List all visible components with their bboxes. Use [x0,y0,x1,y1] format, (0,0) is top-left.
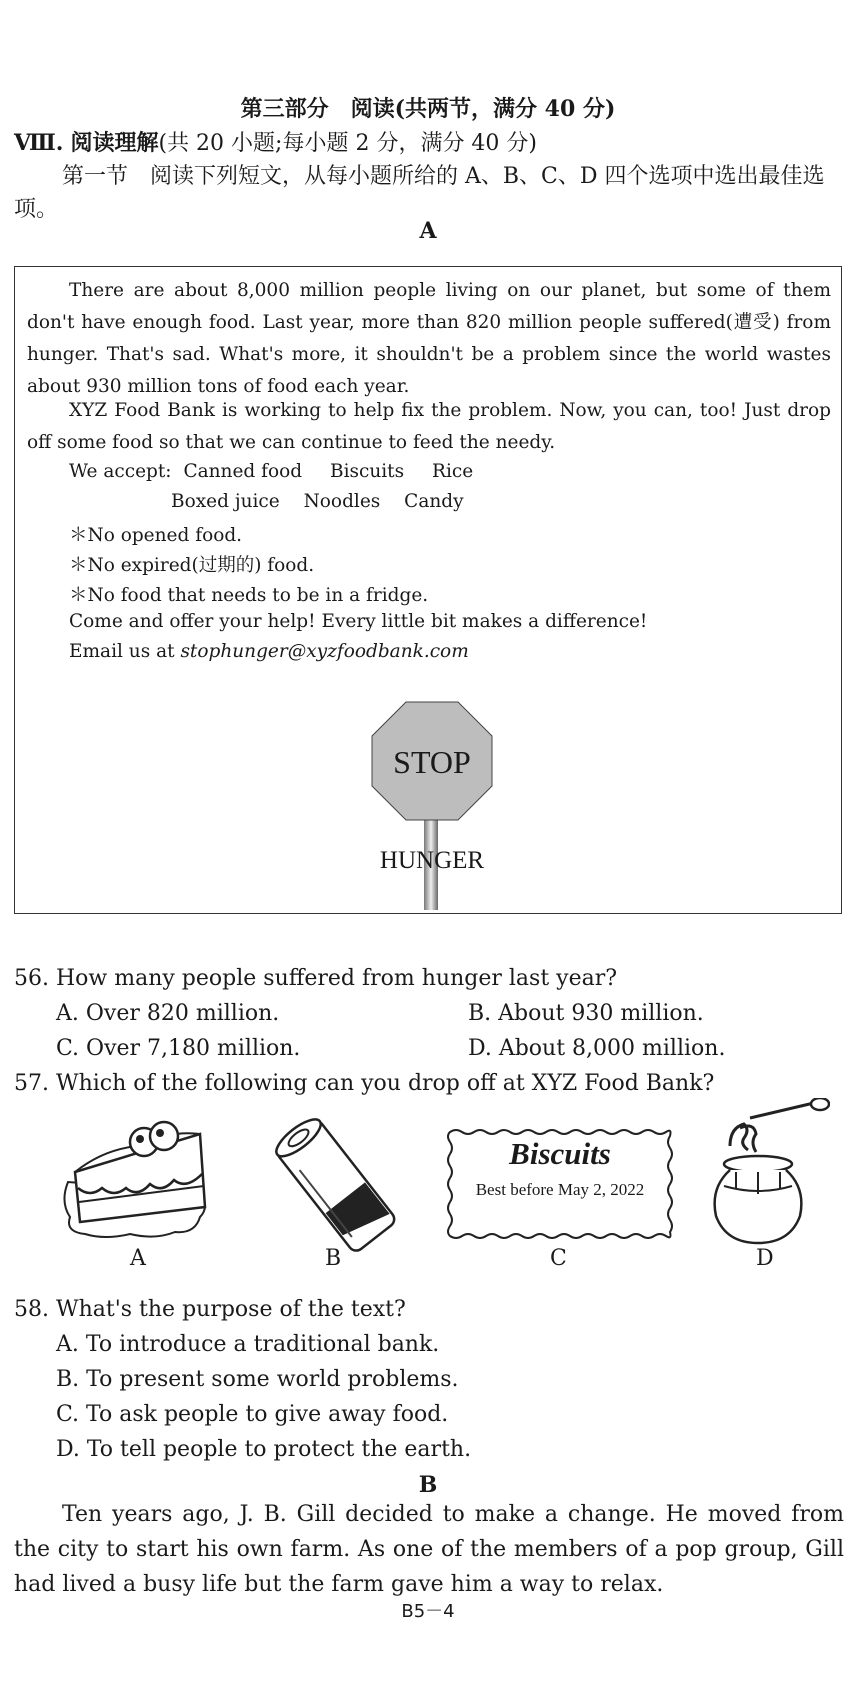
rule-line: ＊No expired(过期的) food. [69,555,315,576]
cake-icon [60,1112,220,1242]
instructions: 第一节 阅读下列短文，从每小题所给的 A、B、C、D 四个选项中选出最佳选项。 [14,164,825,222]
q58-option-c: C. To ask people to give away food. [56,1402,449,1427]
q57-label-b: B [325,1246,342,1271]
q56-option-b: B. About 930 million. [468,1001,704,1026]
accept-label: We accept: [69,461,172,482]
honey-pot-icon [700,1098,830,1248]
sign-stop-text: STOP [393,744,471,780]
passage-a-para1: There are about 8,000 million people living on our planet, but some of them don't have enough food. Last year, more than 820 million people suffered(遭受) from hunger. That's sad. What's more, it shouldn't be a problem since the world wastes about 930 million tons of food each year. [27,280,831,397]
email-address: stophunger@xyzfoodbank.com [180,641,469,662]
accept-item: Rice [432,461,474,482]
rule-line: ＊No opened food. [69,525,243,546]
email-line [69,641,469,662]
canned-drink-icon [258,1112,408,1252]
q56-option-c: C. Over 7,180 million. [56,1036,301,1061]
accept-item: Candy [404,491,464,512]
q57-label-a: A [130,1246,146,1271]
rule-line: ＊No food that needs to be in a fridge. [69,585,429,606]
section-heading [14,126,537,157]
q58-option-b: B. To present some world problems. [56,1367,459,1392]
section-detail: (共 20 小题;每小题 2 分，满分 40 分) [158,131,538,156]
part-title: 第三部分 阅读(共两节，满分 40 分) [240,96,616,122]
accept-row-2 [171,491,464,512]
q56-option-a: A. Over 820 million. [56,1001,280,1026]
stop-hunger-sign-icon [362,700,502,910]
section-numeral: Ⅷ. [14,130,64,156]
q58-option-a: A. To introduce a traditional bank. [56,1332,440,1357]
biscuits-title: Biscuits [509,1136,611,1171]
passage-a-para2: XYZ Food Bank is working to help fix the problem. Now, you can, too! Just drop off some food so that we can continue to feed the needy. [27,400,831,453]
q58-option-d: D. To tell people to protect the earth. [56,1437,472,1462]
passage-b-letter: B [418,1472,438,1498]
q57-label-c: C [550,1246,567,1271]
question-56: 56. How many people suffered from hunger last year? [14,966,618,991]
call-to-action: Come and offer your help! Every little bit makes a difference! [69,611,648,632]
page-number: B5－4 [401,1601,455,1622]
q56-option-d: D. About 8,000 million. [468,1036,726,1061]
question-58: 58. What's the purpose of the text? [14,1297,406,1322]
sign-hunger-text: HUNGER [379,847,485,874]
passage-b-text: Ten years ago, J. B. Gill decided to make a change. He moved from the city to start his own farm. As one of the members of a pop group, Gill had lived a busy life but the farm gave him a way to relax. [14,1502,844,1597]
accept-item: Noodles [303,491,381,512]
q57-label-d: D [756,1246,774,1271]
biscuits-best-before: Best before May 2, 2022 [475,1180,645,1199]
passage-a-letter: A [419,218,437,244]
section-name: 阅读理解 [70,130,159,156]
accept-item: Boxed juice [171,491,280,512]
accept-item: Biscuits [329,461,405,482]
accept-row-1 [69,461,473,482]
question-57: 57. Which of the following can you drop off at XYZ Food Bank? [14,1071,715,1096]
accept-item: Canned food [183,461,303,482]
email-prefix: Email us at [69,641,181,662]
